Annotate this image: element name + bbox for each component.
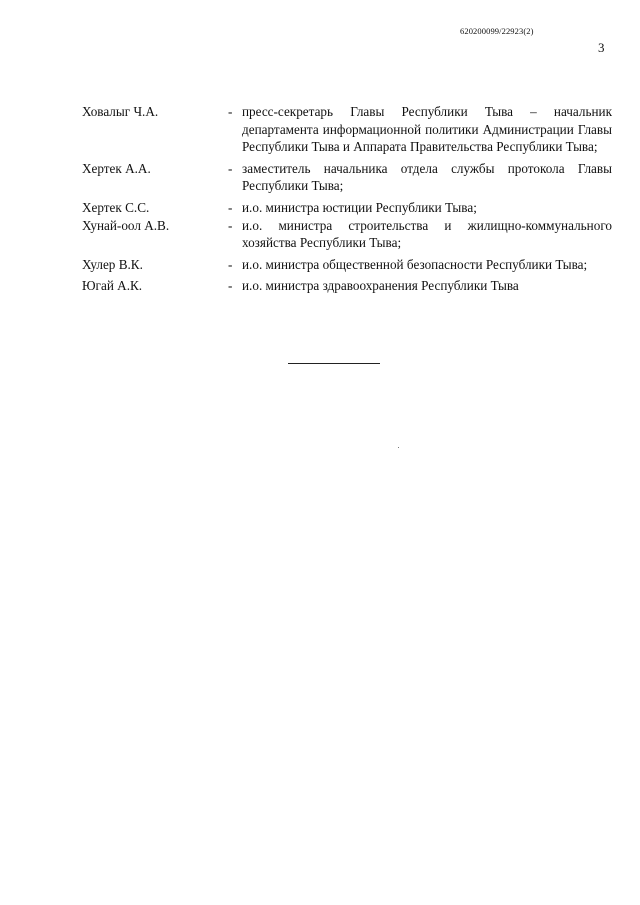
person-name: Хертек С.С. (82, 199, 150, 215)
dash-separator: - (228, 199, 233, 215)
staff-list (82, 103, 612, 299)
dash-separator: - (228, 160, 233, 176)
person-role: и.о. министра строительства и жилищно-коммунального хозяйства Республики Тыва; (242, 217, 612, 251)
list-item (82, 103, 612, 156)
person-name: Хертек А.А. (82, 160, 151, 176)
person-role: и.о. министра общественной безопасности Республики Тыва; (242, 256, 588, 272)
list-item (82, 217, 612, 252)
dash-separator: - (228, 104, 233, 119)
dash-separator: - (228, 256, 233, 272)
person-name: Хунай-оол А.В. (82, 217, 170, 233)
dash-separator: - (228, 278, 233, 294)
page-number: 3 (598, 40, 605, 55)
list-item (82, 160, 612, 195)
person-name: Югай А.К. (82, 278, 143, 294)
closing-rule (288, 363, 380, 364)
document-id: 620200099/22923(2) (460, 26, 534, 36)
list-item (82, 277, 612, 295)
person-name: Хулер В.К. (82, 256, 143, 272)
scan-speck (398, 447, 399, 448)
person-name: Ховалыг Ч.А. (82, 104, 159, 119)
person-role: и.о. министра юстиции Республики Тыва; (242, 199, 477, 215)
person-role: заместитель начальника отдела службы протокола Главы Республики Тыва; (242, 160, 612, 194)
person-role: и.о. министра здравоохранения Республики Тыва (242, 278, 519, 294)
person-role: пресс-секретарь Главы Республики Тыва – начальник департамента информационной политики Администрации Главы Республики Тыва и Аппарата Правительства Республики Тыва; (242, 104, 612, 155)
dash-separator: - (228, 217, 233, 233)
list-item (82, 256, 612, 274)
list-item (82, 199, 612, 217)
